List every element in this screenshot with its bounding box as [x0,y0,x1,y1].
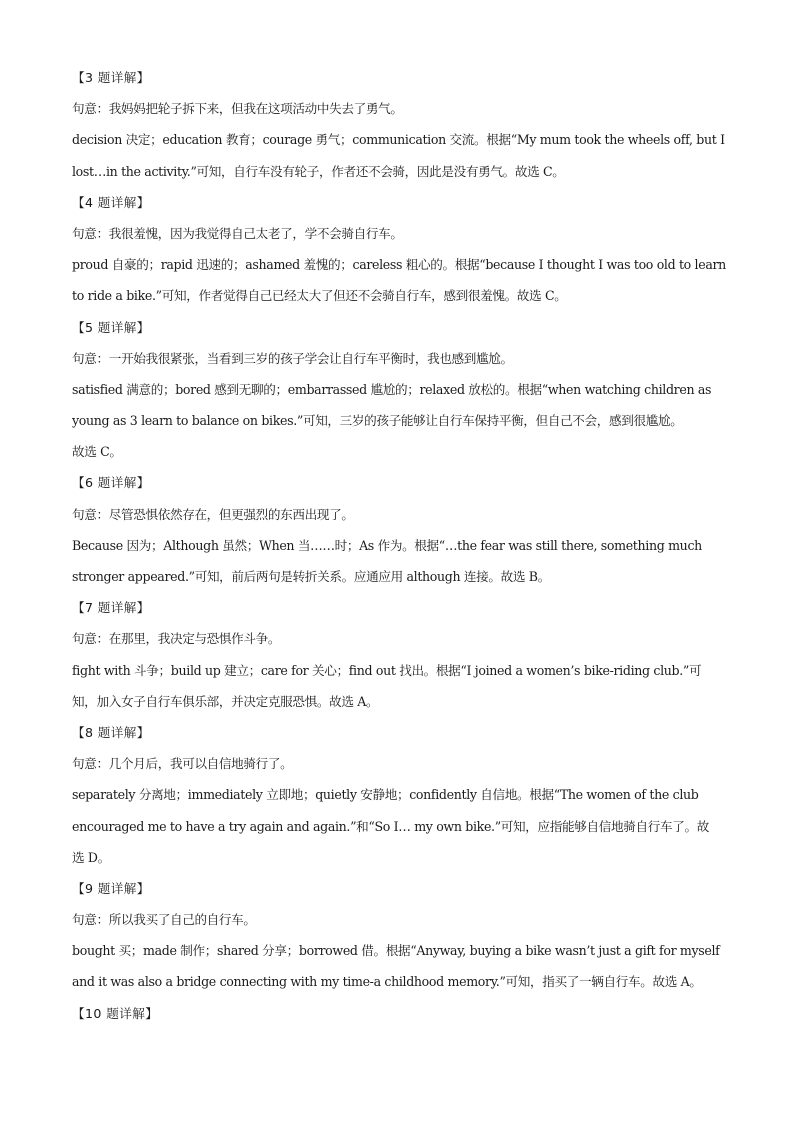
section-4-heading: 【4 题详解】 [72,194,150,210]
section-3-text-line: decision 决定；education 教育；courage 勇气；communication 交流。根据“My mum took the wheels off, but I [72,132,725,148]
section-3-meaning: 句意：我妈妈把轮子拆下来，但我在这项活动中失去了勇气。 [72,101,403,117]
section-8-text-line: separately 分离地；immediately 立即地；quietly 安静地；confidently 自信地。根据“The women of the club [72,787,699,803]
section-4-text-line: proud 自豪的；rapid 迅速的；ashamed 羞愧的；careless 粗心的。根据“because I thought I was too old to learn [72,257,726,273]
section-8-heading: 【8 题详解】 [72,724,150,740]
section-6-heading: 【6 题详解】 [72,475,150,491]
section-6-meaning: 句意：尽管恐惧依然存在，但更强烈的东西出现了。 [72,506,354,522]
section-5-heading: 【5 题详解】 [72,319,150,335]
section-5-text-line: young as 3 learn to balance on bikes.”可知，三岁的孩子能够让自行车保持平衡，但自己不会，感到很尴尬。 [72,413,683,429]
section-6-text-line: Because 因为；Although 虽然；When 当……时；As 作为。根据“…the fear was still there, something much [72,537,702,553]
section-5-text-line: satisfied 满意的；bored 感到无聊的；embarrassed 尴尬的；relaxed 放松的。根据“when watching children as [72,381,712,397]
section-9-meaning: 句意：所以我买了自己的自行车。 [72,912,256,928]
section-7-meaning: 句意：在那里，我决定与恐惧作斗争。 [72,631,281,647]
section-9-text-line: and it was also a bridge connecting with my time-a childhood memory.”可知，指买了一辆自行车。故选 A。 [72,974,702,990]
section-3-text-line: lost…in the activity.”可知，自行车没有轮子，作者还不会骑，因此是没有勇气。故选 C。 [72,163,565,179]
section-6-text-line: stronger appeared.”可知，前后两句是转折关系。应通应用 although 连接。故选 B。 [72,569,550,584]
section-8-text-line: 选 D。 [72,849,110,865]
section-7-text-line: 知，加入女子自行车俱乐部，并决定克服恐惧。故选 A。 [72,693,379,709]
answer-explanations [72,62,726,1029]
section-3-heading: 【3 题详解】 [72,70,150,85]
section-5-text-line: 故选 C。 [72,444,122,460]
section-7-text-line: fight with 斗争；build up 建立；care for 关心；find out 找出。根据“I joined a women’s bike-riding club.”可 [72,662,702,678]
section-8-text-line: encouraged me to have a try again and again.”和“So I… my own bike.”可知，应指能够自信地骑自行车了。故 [72,818,709,834]
section-7-heading: 【7 题详解】 [72,600,150,616]
section-10-heading: 【10 题详解】 [72,1005,159,1021]
section-4-text-line: to ride a bike.”可知，作者觉得自己已经太大了但还不会骑自行车，感到很羞愧。故选 C。 [72,288,567,304]
section-5-meaning: 句意：一开始我很紧张，当看到三岁的孩子学会让自行车平衡时，我也感到尴尬。 [72,350,513,366]
section-9-heading: 【9 题详解】 [72,880,150,896]
section-8-meaning: 句意：几个月后，我可以自信地骑行了。 [72,756,293,772]
section-4-meaning: 句意：我很羞愧，因为我觉得自己太老了，学不会骑自行车。 [72,225,403,241]
section-9-text-line: bought 买；made 制作；shared 分享；borrowed 借。根据“Anyway, buying a bike wasn’t just a gift for myself [72,943,720,959]
